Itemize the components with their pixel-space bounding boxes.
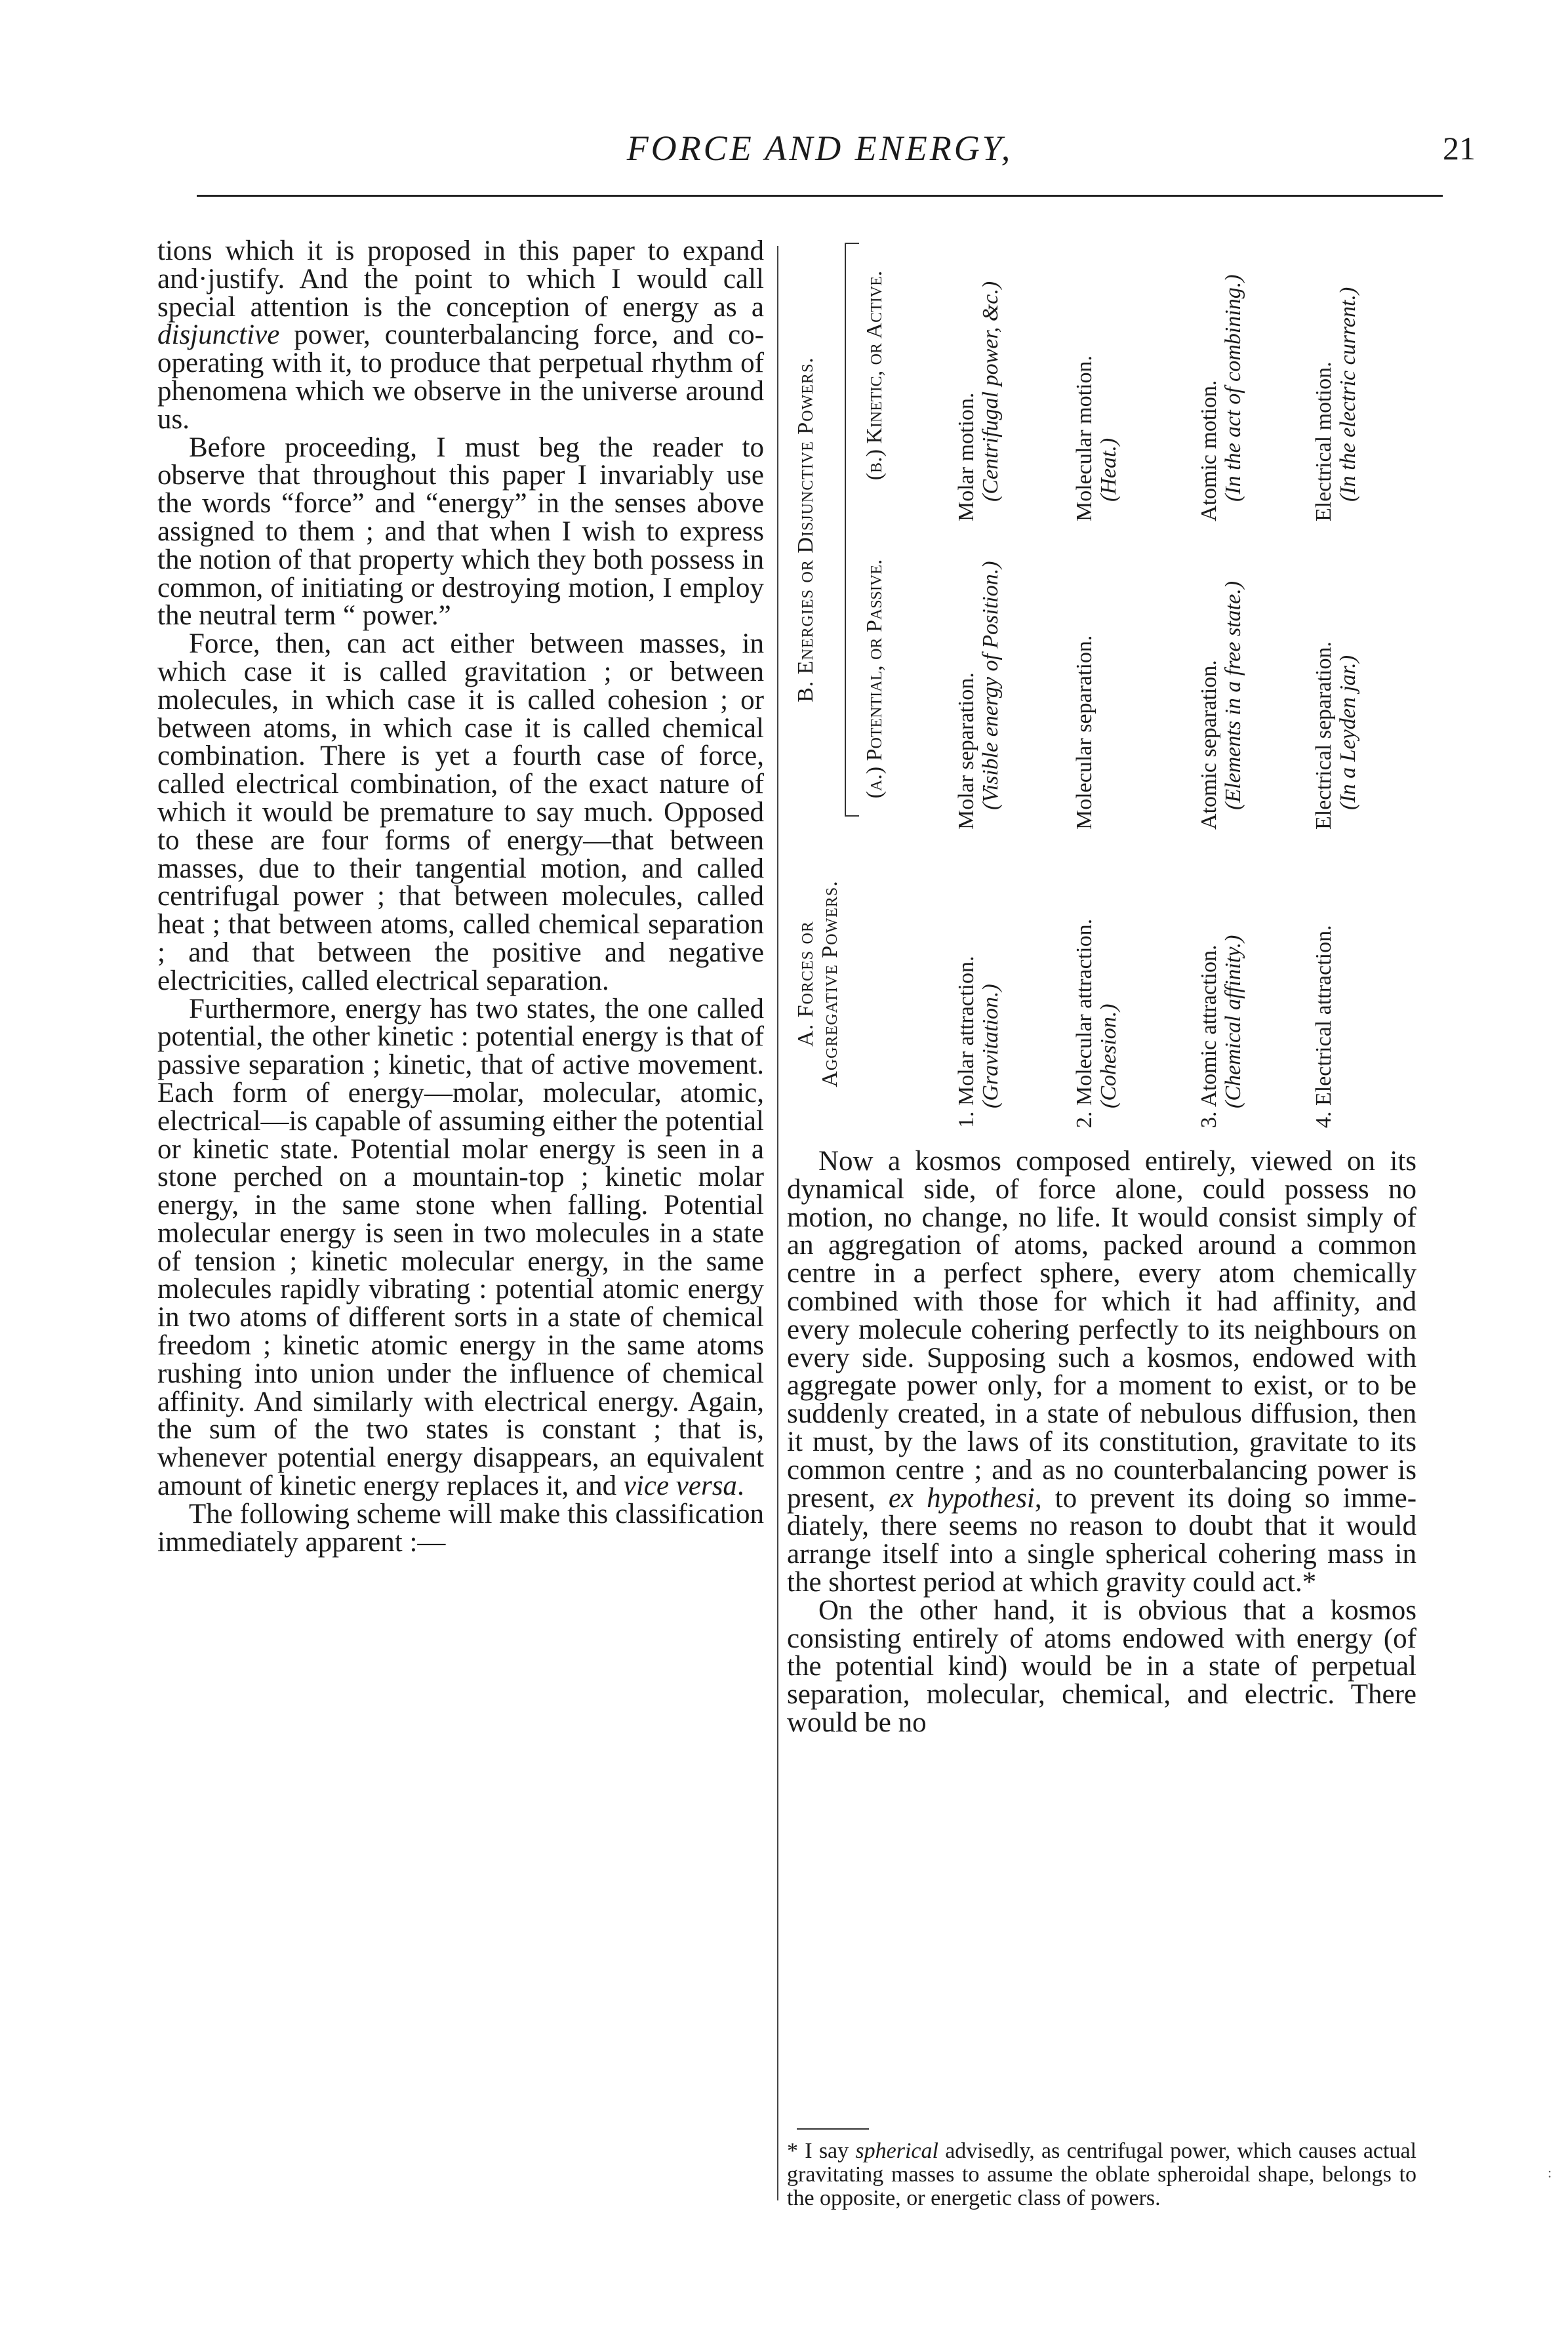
running-head bbox=[197, 128, 1476, 180]
classification-table-rotated bbox=[787, 230, 1417, 1128]
potential-row-4 bbox=[1312, 528, 1360, 830]
margin-mark: : bbox=[1548, 2164, 1552, 2181]
potential-row-main: Atomic separation. bbox=[1197, 660, 1221, 830]
energies-heading bbox=[794, 230, 818, 830]
potential-row-note: (In a Leyden jar.) bbox=[1336, 655, 1360, 810]
potential-row-main: Molecular separation. bbox=[1072, 635, 1096, 830]
potential-heading: (a.) Potential, or Passive. bbox=[862, 559, 887, 799]
kinetic-row-2 bbox=[1072, 230, 1121, 521]
forces-heading bbox=[794, 840, 842, 1128]
kinetic-row-main: Electrical motion. bbox=[1312, 361, 1336, 521]
forces-row-main: 1. Molar attraction. bbox=[954, 956, 978, 1128]
forces-row-1 bbox=[954, 840, 1003, 1128]
potential-row-3 bbox=[1197, 528, 1245, 830]
potential-row-note: (Elements in a free state.) bbox=[1221, 580, 1245, 810]
running-title: FORCE AND ENERGY, bbox=[626, 129, 1013, 168]
forces-row-main: 2. Molecular attraction. bbox=[1072, 918, 1096, 1128]
potential-row-1 bbox=[954, 528, 1003, 830]
page-number: 21 bbox=[1443, 130, 1476, 167]
kinetic-heading: (b.) Kinetic, or Active. bbox=[862, 270, 887, 481]
left-column bbox=[157, 237, 764, 1556]
right-column bbox=[787, 1148, 1417, 1737]
forces-row-2 bbox=[1072, 840, 1121, 1128]
kinetic-row-note: (In the electric current.) bbox=[1336, 287, 1360, 502]
energies-brace bbox=[845, 243, 859, 817]
kinetic-row-main: Molecular motion. bbox=[1072, 355, 1096, 521]
forces-row-4 bbox=[1312, 840, 1336, 1128]
forces-row-note: (Chemical affinity.) bbox=[1221, 935, 1245, 1108]
potential-row-main: Molar separation. bbox=[954, 672, 978, 830]
forces-row-note: (Cohesion.) bbox=[1096, 1003, 1121, 1108]
paragraph: Furthermore, energy has two states, the one called potential, the other kinetic : potential energy is that of passive separation ; kinetic, that of active movement. Each form of energy—molar, molecular, atomic, electrical—is capable of assuming either the potential or kinetic state. Potential molar energy is seen in a stone perched on a mountain-top ; kinetic molar energy, in the same stone when falling. Potential molecular energy is seen in two molecules in a state of tension ; kinetic molecular energy, in the same molecules rapidly vibrating : potential atomic energy in two atoms of different sorts in a state of chemical freedom ; kinetic atomic energy in the same atoms rushing into union under the influence of chemical affinity. And similarly with electrical energy. Again, the sum of the two states is constant ; that is, whenever potential energy disappears, an equivalent amount of kinetic energy replaces it, and vice versa. bbox=[157, 993, 764, 1502]
forces-heading-text-2: Aggregative Powers. bbox=[818, 880, 842, 1087]
potential-row-main: Electrical separation. bbox=[1312, 641, 1336, 830]
column-rule bbox=[777, 246, 778, 2200]
classification-scheme bbox=[787, 230, 1417, 1128]
kinetic-row-main: Atomic motion. bbox=[1197, 380, 1221, 521]
paragraph: On the other hand, it is obvious that a kosmos consisting entirely of atoms endowed with energy (of the potential kind) would be in a state of perpetual separation, molecular, chemical, and electric. There would be no bbox=[787, 1594, 1417, 1738]
forces-row-note: (Gravitation.) bbox=[978, 984, 1003, 1108]
forces-row-main: 3. Atomic attraction. bbox=[1197, 944, 1221, 1128]
paragraph: The following scheme will make this classification immediately apparent :— bbox=[157, 1498, 764, 1558]
kinetic-row-main: Molar motion. bbox=[954, 392, 978, 521]
paragraph: Force, then, can act either between masses, in which case it is called gravitation ; or between molecules, in which case it is called cohesion ; or between atoms, in which case it is called chemical combination. There is yet a fourth case of force, called electrical combination, of the exact nature of which it would be premature to say much. Opposed to these are four forms of energy—that between masses, due to their tangential motion, and called centrifugal power ; that between molecules, called heat ; that between atoms, called chemical separation ; and that between the positive and negative electricities, called electrical separation. bbox=[157, 628, 764, 996]
forces-row-3 bbox=[1197, 840, 1245, 1128]
kinetic-row-note: (Heat.) bbox=[1096, 437, 1121, 502]
energies-letter: B. bbox=[794, 680, 818, 702]
kinetic-row-4 bbox=[1312, 230, 1360, 521]
forces-letter: A. bbox=[794, 1023, 818, 1047]
forces-row-main: 4. Electrical attraction. bbox=[1312, 925, 1336, 1128]
potential-row-2 bbox=[1072, 528, 1096, 830]
kinetic-row-1 bbox=[954, 230, 1003, 521]
paragraph: Before proceeding, I must beg the reader to observe that throughout this paper I invariably use the words “force” and “energy” in the senses above assigned to them ; and that when I wish to express the notion of that property which they both possess in common, of initiating or destroying motion, I employ the neutral term “ power.” bbox=[157, 432, 764, 632]
kinetic-row-note: (Centrifugal power, &c.) bbox=[978, 281, 1003, 502]
footnote: * I say spherical advisedly, as centrifugal power, which causes actual gravitating masses to assume the oblate spheroidal shape, belongs to the opposite, or energetic class of powers. bbox=[787, 2139, 1417, 2210]
footnote-rule bbox=[797, 2128, 869, 2130]
paragraph: Now a kosmos composed entirely, viewed on its dynamical side, of force alone, could possess no motion, no change, no life. It would consist simply of an aggregation of atoms, packed around a common centre in a perfect sphere, every atom chemically combined with those for which it had affinity, and every molecule cohering perfectly to its neighbours on every side. Supposing such a kosmos, endowed with aggregate power only, for a moment to exist, or to be suddenly created, in a state of nebulous diffusion, then it must, by the laws of its constitution, gravitate to its common centre ; and as no counterbalancing power is present, ex hypothesi, to prevent its doing so immediately, there seems no reason to doubt that it would arrange itself into a single spherical cohering mass in the shortest period at which gravity could act.* bbox=[787, 1146, 1417, 1598]
energies-heading-text: Energies or Disjunctive Powers. bbox=[794, 357, 818, 675]
potential-row-note: (Visible energy of Position.) bbox=[978, 561, 1003, 810]
kinetic-row-note: (In the act of combining.) bbox=[1221, 274, 1245, 502]
kinetic-row-3 bbox=[1197, 230, 1245, 521]
header-rule bbox=[197, 195, 1443, 197]
paragraph: tions which it is proposed in this paper to expand and·justify. And the point to which I would call special attention is the conception of energy as a disjunctive power, counterbalancing force, and co-operating with it, to produce that perpetual rhythm of phenomena which we observe in the universe around us. bbox=[157, 235, 764, 435]
forces-heading-text: Forces or bbox=[794, 921, 818, 1018]
